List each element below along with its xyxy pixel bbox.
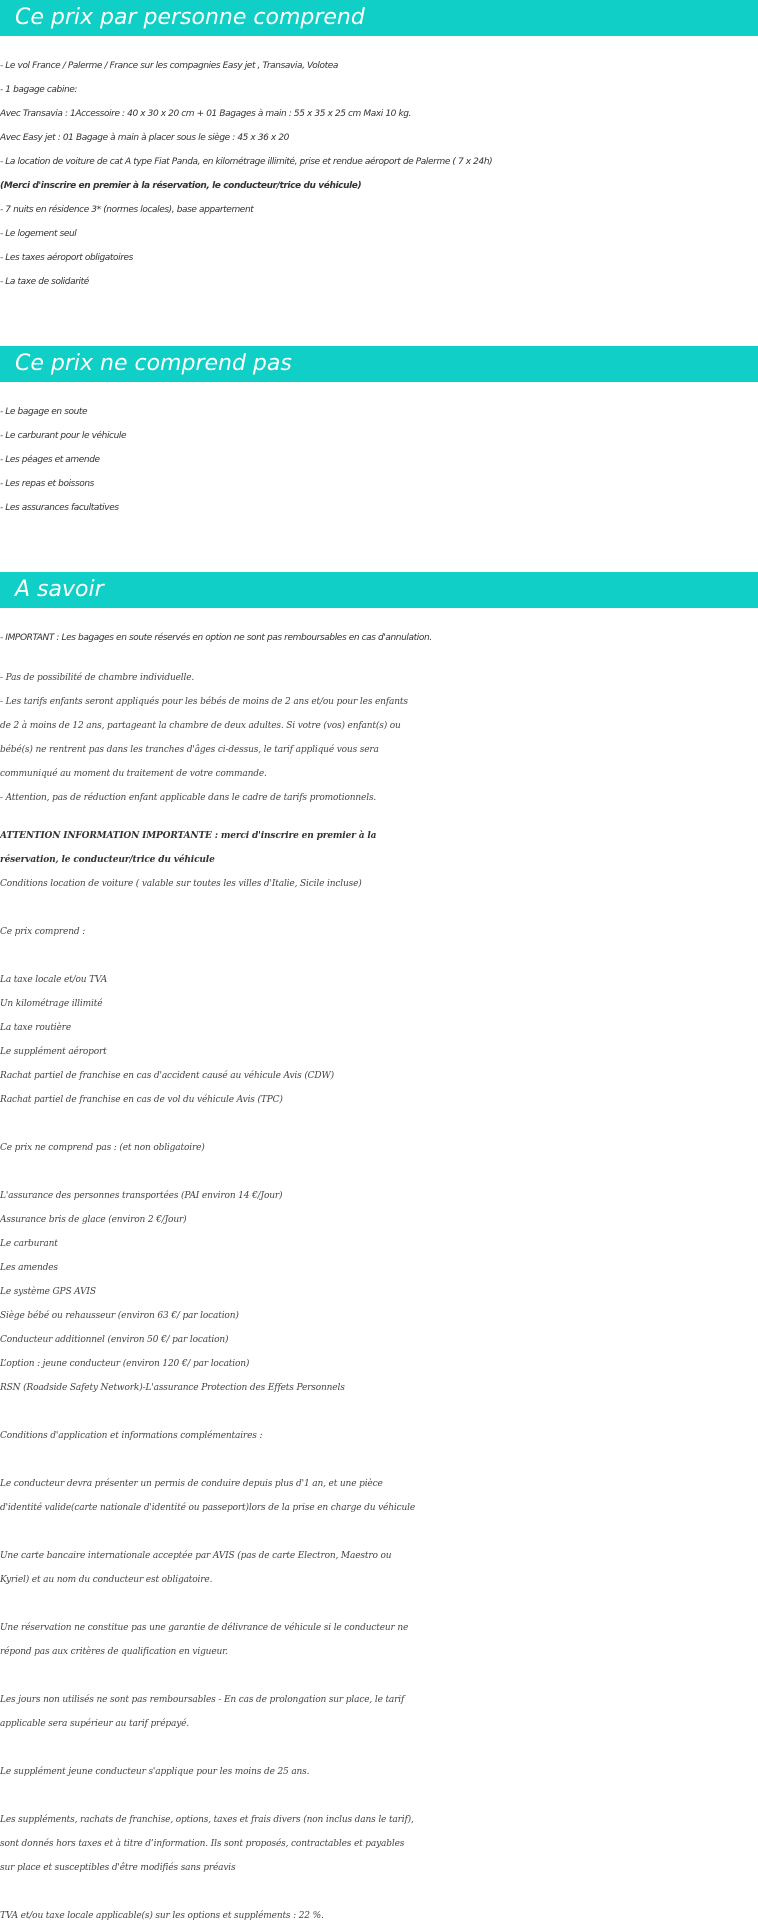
list-item: - La taxe de solidarité bbox=[0, 277, 89, 287]
attention-line: réservation, le conducteur/trice du véhicule bbox=[0, 855, 215, 865]
list-item: L'assurance des personnes transportées (PAI environ 14 €/Jour) bbox=[0, 1191, 283, 1201]
info-line: - Les tarifs enfants seront appliqués pour les bébés de moins de 2 ans et/ou pour les enfants bbox=[0, 697, 408, 707]
info-line: - Attention, pas de réduction enfant applicable dans le cadre de tarifs promotionnels. bbox=[0, 793, 377, 803]
condition-line: Une carte bancaire internationale acceptée par AVIS (pas de carte Electron, Maestro ou bbox=[0, 1551, 392, 1561]
list-item: Conducteur additionnel (environ 50 €/ par location) bbox=[0, 1335, 229, 1345]
condition-line: sont donnés hors taxes et à titre d’information. Ils sont proposés, contractables et payables bbox=[0, 1839, 405, 1849]
info-line: bébé(s) ne rentrent pas dans les tranches d'âges ci-dessus, le tarif appliqué vous sera bbox=[0, 745, 379, 755]
conditions-title: Conditions d'application et informations complémentaires : bbox=[0, 1431, 263, 1441]
list-item: - La location de voiture de cat A type Fiat Panda, en kilométrage illimité, prise et rendue aéroport de Palerme ( 7 x 24h) bbox=[0, 157, 493, 167]
list-item: - Le carburant pour le véhicule bbox=[0, 431, 127, 441]
list-item: RSN (Roadside Safety Network)-L'assurance Protection des Effets Personnels bbox=[0, 1383, 345, 1393]
condition-line: Kyriel) et au nom du conducteur est obligatoire. bbox=[0, 1575, 213, 1585]
list-item: (Merci d'inscrire en premier à la réservation, le conducteur/trice du véhicule) bbox=[0, 181, 362, 191]
condition-line: d'identité valide(carte nationale d'identité ou passeport)lors de la prise en charge du véhicule bbox=[0, 1503, 416, 1513]
condition-line: TVA et/ou taxe locale applicable(s) sur les options et suppléments : 22 %. bbox=[0, 1911, 324, 1921]
list-item: - Le bagage en soute bbox=[0, 407, 88, 417]
list-item: La taxe routière bbox=[0, 1023, 72, 1033]
list-item: Les amendes bbox=[0, 1263, 58, 1273]
list-item: - 7 nuits en résidence 3* (normes locales), base appartement bbox=[0, 205, 254, 215]
info-line: communiqué au moment du traitement de votre commande. bbox=[0, 769, 267, 779]
list-item: Avec Easy jet : 01 Bagage à main à placer sous le siège : 45 x 36 x 20 bbox=[0, 133, 289, 143]
important-note: - IMPORTANT : Les bagages en soute réservés en option ne sont pas remboursables en cas d'annulation. bbox=[0, 633, 432, 643]
list-item: - Les péages et amende bbox=[0, 455, 100, 465]
list-item: - 1 bagage cabine: bbox=[0, 85, 78, 95]
condition-line: Une réservation ne constitue pas une garantie de délivrance de véhicule si le conducteur ne bbox=[0, 1623, 409, 1633]
attention-line: ATTENTION INFORMATION IMPORTANTE : merci d'inscrire en premier à la bbox=[0, 831, 377, 841]
list-item: Siège bébé ou rehausseur (environ 63 €/ par location) bbox=[0, 1311, 239, 1321]
condition-line: applicable sera supérieur au tarif prépayé. bbox=[0, 1719, 190, 1729]
list-item: - Les repas et boissons bbox=[0, 479, 94, 489]
condition-line: Le supplément jeune conducteur s'applique pour les moins de 25 ans. bbox=[0, 1767, 310, 1777]
condition-line: Les suppléments, rachats de franchise, options, taxes et frais divers (non inclus dans le tarif), bbox=[0, 1815, 414, 1825]
car-includes-title: Ce prix comprend : bbox=[0, 927, 86, 937]
info-line: - Pas de possibilité de chambre individuelle. bbox=[0, 673, 195, 683]
list-item: Un kilométrage illimité bbox=[0, 999, 103, 1009]
car-excludes-title: Ce prix ne comprend pas : (et non obligatoire) bbox=[0, 1143, 205, 1153]
car-conditions-title: Conditions location de voiture ( valable sur toutes les villes d'Italie, Sicile incluse) bbox=[0, 879, 362, 889]
list-item: Assurance bris de glace (environ 2 €/Jour) bbox=[0, 1215, 187, 1225]
list-item: Le carburant bbox=[0, 1239, 58, 1249]
list-item: Rachat partiel de franchise en cas de vol du véhicule Avis (TPC) bbox=[0, 1095, 283, 1105]
excludes-list bbox=[0, 382, 758, 520]
good-to-know-body bbox=[0, 666, 758, 1928]
includes-header bbox=[0, 0, 758, 36]
good-to-know-header bbox=[0, 572, 758, 608]
excludes-title: Ce prix ne comprend pas bbox=[15, 351, 292, 376]
condition-line: répond pas aux critères de qualification en vigueur. bbox=[0, 1647, 229, 1657]
list-item: Le système GPS AVIS bbox=[0, 1287, 96, 1297]
good-to-know-title: A savoir bbox=[15, 577, 104, 602]
list-item: La taxe locale et/ou TVA bbox=[0, 975, 108, 985]
list-item: - Le logement seul bbox=[0, 229, 77, 239]
list-item: Le supplément aéroport bbox=[0, 1047, 107, 1057]
list-item: Rachat partiel de franchise en cas d'accident causé au véhicule Avis (CDW) bbox=[0, 1071, 334, 1081]
condition-line: sur place et susceptibles d'être modifiés sans préavis bbox=[0, 1863, 236, 1873]
important-note-block bbox=[0, 608, 758, 650]
list-item: - Les taxes aéroport obligatoires bbox=[0, 253, 133, 263]
excludes-header bbox=[0, 346, 758, 382]
list-item: - Les assurances facultatives bbox=[0, 503, 119, 513]
condition-line: Les jours non utilisés ne sont pas remboursables - En cas de prolongation sur place, le tarif bbox=[0, 1695, 405, 1705]
includes-title: Ce prix par personne comprend bbox=[15, 5, 365, 30]
info-line: de 2 à moins de 12 ans, partageant la chambre de deux adultes. Si votre (vos) enfant(s) ou bbox=[0, 721, 401, 731]
list-item: Avec Transavia : 1Accessoire : 40 x 30 x 20 cm + 01 Bagages à main : 55 x 35 x 25 cm Maxi 10 kg. bbox=[0, 109, 412, 119]
list-item: - Le vol France / Palerme / France sur les compagnies Easy jet , Transavia, Volotea bbox=[0, 61, 338, 71]
condition-line: Le conducteur devra présenter un permis de conduire depuis plus d'1 an, et une pièce bbox=[0, 1479, 383, 1489]
includes-list bbox=[0, 36, 758, 294]
list-item: L’option : jeune conducteur (environ 120 €/ par location) bbox=[0, 1359, 250, 1369]
